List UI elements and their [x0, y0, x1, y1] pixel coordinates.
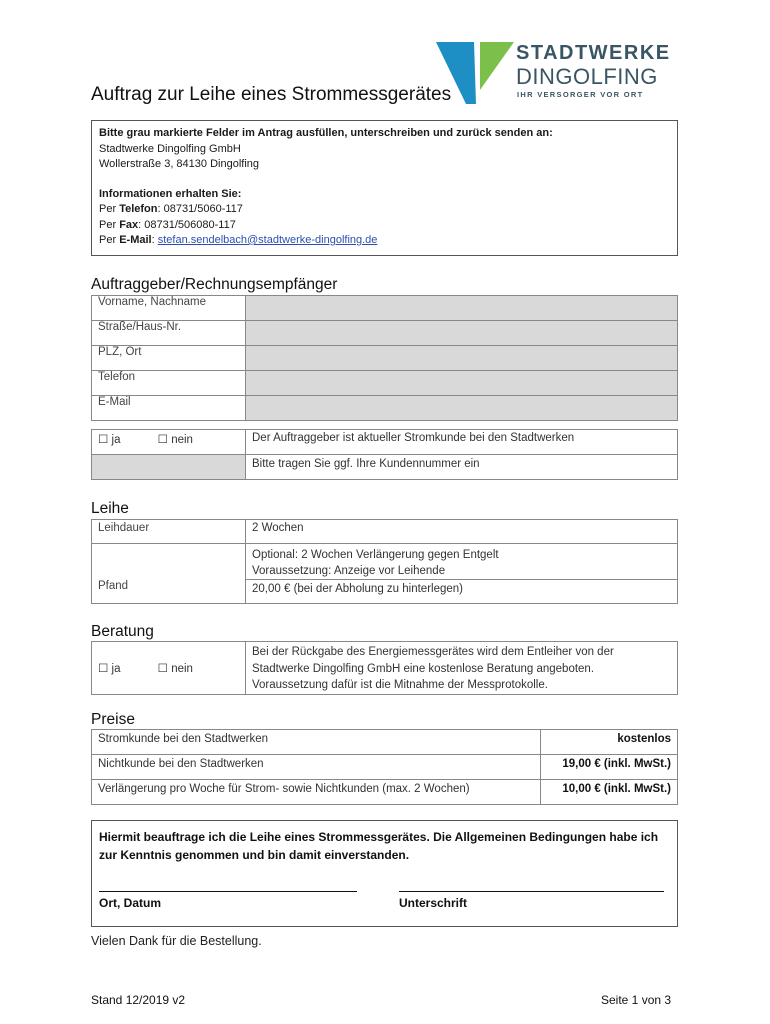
- company-name: Stadtwerke Dingolfing GmbH: [99, 142, 241, 155]
- logo-word-dingolfing: DINGOLFING: [516, 64, 658, 89]
- advice-no-checkbox[interactable]: ☐ nein: [157, 662, 193, 675]
- thanks-text: Vielen Dank für die Bestellung.: [91, 934, 262, 948]
- optional-extension: Optional: 2 Wochen Verlängerung gegen Entgelt Voraussetzung: Anzeige vor Leihende: [246, 544, 678, 580]
- contact-email: Per E-Mail: stefan.sendelbach@stadtwerke-dingolfing.de: [99, 234, 378, 246]
- price-row: Stromkunde bei den Stadtwerken kostenlos: [92, 730, 678, 755]
- advice-text: Bei der Rückgabe des Energiemessgerätes wird dem Entleiher von der Stadtwerke Dingolfing GmbH eine kostenlose Beratung angeboten. Voraussetzung dafür ist die Mitnahme der Messprotokolle.: [246, 642, 678, 695]
- field-label-phone: Telefon: [92, 371, 246, 396]
- company-logo: [436, 40, 676, 110]
- phone-input[interactable]: [246, 371, 678, 396]
- logo-tagline: IHR VERSORGER VOR ORT: [517, 90, 644, 99]
- customer-no-checkbox[interactable]: ☐ nein: [157, 434, 193, 446]
- advice-yes-checkbox[interactable]: ☐ ja: [98, 662, 121, 675]
- prices-table: [91, 729, 678, 805]
- loan-table: [91, 519, 678, 604]
- duration-label: Leihdauer: [92, 520, 246, 544]
- field-label-street: Straße/Haus-Nr.: [92, 321, 246, 346]
- street-input[interactable]: [246, 321, 678, 346]
- advice-table: [91, 641, 678, 695]
- place-date-line[interactable]: [99, 891, 357, 892]
- place-date-label: Ort, Datum: [99, 896, 162, 910]
- prices-heading: Preise: [91, 711, 135, 728]
- email-link[interactable]: stefan.sendelbach@stadtwerke-dingolfing.de: [157, 234, 378, 246]
- deposit-value: 20,00 € (bei der Abholung zu hinterlegen): [246, 580, 678, 604]
- field-label-name: Vorname, Nachname: [92, 296, 246, 321]
- duration-value: 2 Wochen: [246, 520, 678, 544]
- contact-phone: Per Telefon: 08731/5060-117: [99, 203, 243, 215]
- price-row: Verlängerung pro Woche für Strom- sowie Nichtkunden (max. 2 Wochen) 10,00 € (inkl. MwSt.): [92, 780, 678, 805]
- contact-fax: Per Fax: 08731/506080-117: [99, 218, 236, 231]
- signature-label: Unterschrift: [399, 896, 468, 910]
- loan-heading: Leihe: [91, 500, 129, 517]
- customer-status-table: [91, 429, 678, 480]
- customer-number-input[interactable]: [92, 455, 246, 480]
- client-table: [91, 295, 678, 421]
- deposit-label: Pfand: [92, 580, 246, 604]
- client-heading: Auftraggeber/Rechnungsempfänger: [91, 276, 338, 293]
- consent-statement: Hiermit beauftrage ich die Leihe eines Strommessgerätes. Die Allgemeinen Bedingungen habe ich zur Kenntnis genommen und bin damit einverstanden.: [99, 830, 659, 862]
- company-address: Wollerstraße 3, 84130 Dingolfing: [99, 158, 259, 170]
- signature-line[interactable]: [399, 891, 664, 892]
- customer-number-hint: Bitte tragen Sie ggf. Ihre Kundennummer ein: [246, 455, 678, 480]
- info-heading: Bitte grau markierte Felder im Antrag ausfüllen, unterschreiben und zurück senden an:: [99, 127, 553, 139]
- info-box: [91, 120, 678, 256]
- page-title: Auftrag zur Leihe eines Strommessgerätes: [91, 84, 452, 105]
- customer-question: Der Auftraggeber ist aktueller Stromkunde bei den Stadtwerken: [246, 430, 678, 455]
- field-label-email: E-Mail: [92, 396, 246, 421]
- email-input[interactable]: [246, 396, 678, 421]
- signature-box: [91, 820, 678, 927]
- advice-heading: Beratung: [91, 623, 154, 640]
- price-row: Nichtkunde bei den Stadtwerken 19,00 € (inkl. MwSt.): [92, 755, 678, 780]
- name-input[interactable]: [246, 296, 678, 321]
- contact-heading: Informationen erhalten Sie:: [99, 187, 242, 200]
- footer-page-number: Seite 1 von 3: [601, 993, 672, 1007]
- logo-word-stadtwerke: STADTWERKE: [516, 42, 671, 64]
- field-label-city: PLZ, Ort: [92, 346, 246, 371]
- city-input[interactable]: [246, 346, 678, 371]
- customer-yes-checkbox[interactable]: ☐ ja: [98, 434, 121, 446]
- customer-choice-cell: [92, 430, 246, 455]
- footer-version: Stand 12/2019 v2: [91, 993, 186, 1007]
- advice-choice-cell: [92, 642, 246, 695]
